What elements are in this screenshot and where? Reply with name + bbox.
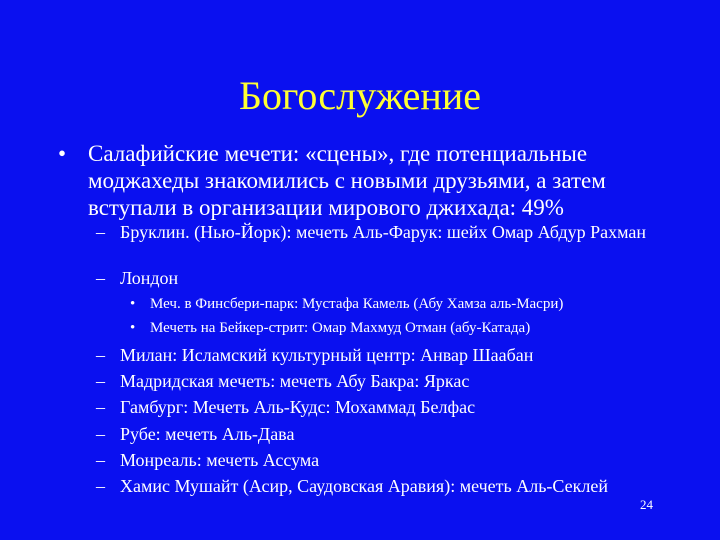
sub-item-text: Бруклин. (Нью-Йорк): мечеть Аль-Фарук: шейх Омар Абдур Рахман xyxy=(120,222,647,242)
main-bullet xyxy=(58,140,678,221)
dash-marker: – xyxy=(96,371,105,391)
sub-item-london xyxy=(96,267,666,289)
subsub-item-text: Мечеть на Бейкер-стрит: Омар Махмуд Отман (абу-Катада) xyxy=(150,320,531,336)
sub-item-madrid xyxy=(96,370,666,392)
sub-item-text: Мадридская мечеть: мечеть Абу Бакра: Яркас xyxy=(120,371,470,391)
sub-item-text: Лондон xyxy=(120,268,179,288)
sub-item-text: Хамис Мушайт (Асир, Саудовская Аравия): мечеть Аль-Секлей xyxy=(120,476,608,496)
subsub-item-baker-street xyxy=(130,318,690,338)
dash-marker: – xyxy=(96,397,105,417)
dash-marker: – xyxy=(96,222,105,242)
sub-item-text: Монреаль: мечеть Ассума xyxy=(120,450,320,470)
dash-marker: – xyxy=(96,345,105,365)
dash-marker: – xyxy=(96,424,105,444)
dash-marker: – xyxy=(96,450,105,470)
slide-title: Богослужение xyxy=(239,73,481,118)
sub-item-text: Рубе: мечеть Аль-Дава xyxy=(120,424,295,444)
dash-marker: – xyxy=(96,268,105,288)
bullet-marker: • xyxy=(58,141,67,166)
subsub-item-text: Меч. в Финсбери-парк: Мустафа Камель (Абу Хамза аль-Масри) xyxy=(150,296,564,312)
sub-item-milan xyxy=(96,344,666,366)
bullet-marker: • xyxy=(130,296,136,312)
sub-item-montreal xyxy=(96,449,666,471)
bullet-marker: • xyxy=(130,320,136,336)
main-bullet-text: Салафийские мечети: «сцены», где потенциальные моджахеды знакомились с новыми друзьями, а затем вступали в организации мирового джихада: 49% xyxy=(88,141,606,220)
subsub-item-finsbury xyxy=(130,294,690,314)
sub-item-hamburg xyxy=(96,396,666,418)
sub-item-text: Милан: Исламский культурный центр: Анвар Шаабан xyxy=(120,345,534,365)
sub-item-roubaix xyxy=(96,423,666,445)
sub-item-khamis-mushait xyxy=(96,475,666,497)
page-number: 24 xyxy=(640,497,653,512)
sub-item-text: Гамбург: Мечеть Аль-Кудс: Мохаммад Белфас xyxy=(120,397,476,417)
dash-marker: – xyxy=(96,476,105,496)
sub-item-brooklyn xyxy=(96,221,666,243)
